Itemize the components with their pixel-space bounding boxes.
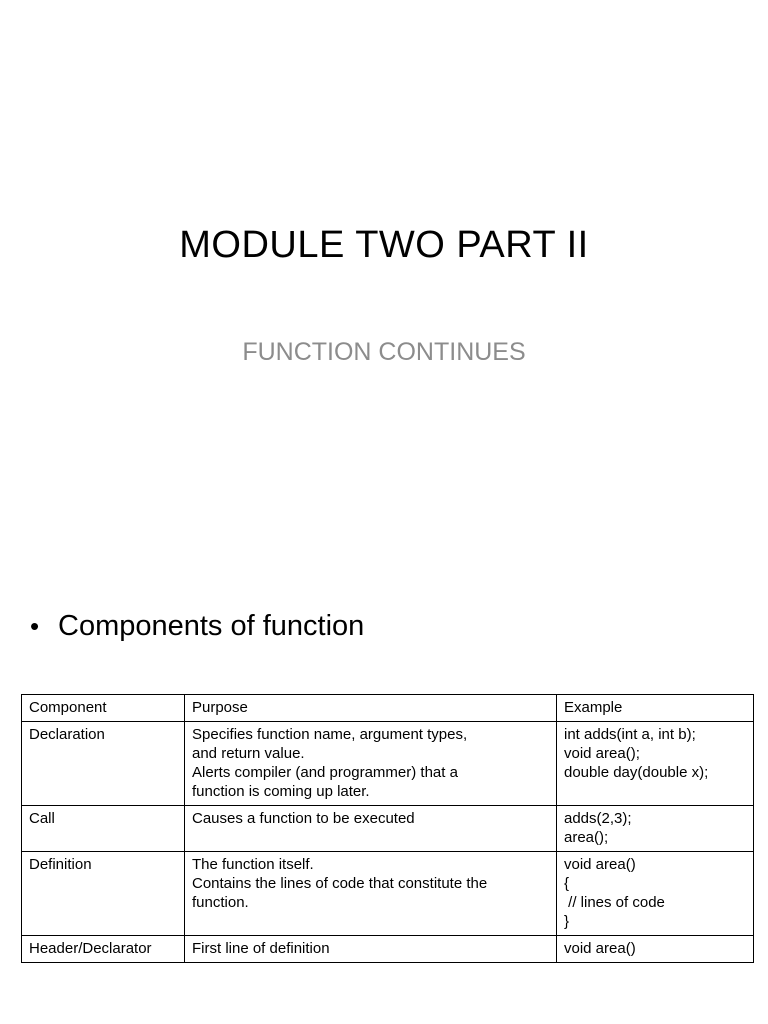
- component-cell: Definition: [22, 852, 185, 936]
- example-cell: [557, 722, 754, 806]
- purpose-line: Contains the lines of code that constitute the: [192, 875, 488, 892]
- example-line: // lines of code: [564, 894, 665, 911]
- example-cell: [557, 936, 754, 963]
- table-row: [22, 722, 754, 806]
- component-cell: Call: [22, 806, 185, 852]
- example-line: void area(): [564, 940, 636, 957]
- purpose-cell: [185, 852, 557, 936]
- purpose-cell: [185, 722, 557, 806]
- example-line: double day(double x);: [564, 764, 709, 781]
- slide-subtitle: FUNCTION CONTINUES: [242, 338, 526, 366]
- table-header-row: [22, 695, 754, 722]
- header-cell-component: Component: [22, 695, 185, 722]
- example-line: void area(): [564, 856, 636, 873]
- purpose-cell: [185, 936, 557, 963]
- table-row: [22, 806, 754, 852]
- example-cell: [557, 806, 754, 852]
- example-line: {: [564, 875, 570, 892]
- component-cell: Declaration: [22, 722, 185, 806]
- example-line: area();: [564, 829, 609, 846]
- purpose-line: function is coming up later.: [192, 783, 370, 800]
- purpose-line: and return value.: [192, 745, 305, 762]
- example-line: void area();: [564, 745, 640, 762]
- header-cell-example: Example: [557, 695, 754, 722]
- component-cell: Header/Declarator: [22, 936, 185, 963]
- purpose-line: function.: [192, 894, 249, 911]
- bullet-icon: •: [30, 611, 40, 641]
- example-cell: [557, 852, 754, 936]
- purpose-line: The function itself.: [192, 856, 314, 873]
- components-table: [21, 694, 754, 963]
- purpose-line: Alerts compiler (and programmer) that a: [192, 764, 458, 781]
- table-row: [22, 852, 754, 936]
- purpose-cell: [185, 806, 557, 852]
- example-line: adds(2,3);: [564, 810, 632, 827]
- slide-title: MODULE TWO PART II: [179, 224, 589, 266]
- purpose-line: Causes a function to be executed: [192, 810, 415, 827]
- table-row: [22, 936, 754, 963]
- purpose-line: Specifies function name, argument types,: [192, 726, 468, 743]
- example-line: }: [564, 913, 570, 930]
- content-slide: [0, 560, 768, 1024]
- example-line: int adds(int a, int b);: [564, 726, 696, 743]
- bullet-text: Components of function: [58, 610, 365, 642]
- header-cell-purpose: Purpose: [185, 695, 557, 722]
- purpose-line: First line of definition: [192, 940, 330, 957]
- bullet-item: [30, 606, 364, 646]
